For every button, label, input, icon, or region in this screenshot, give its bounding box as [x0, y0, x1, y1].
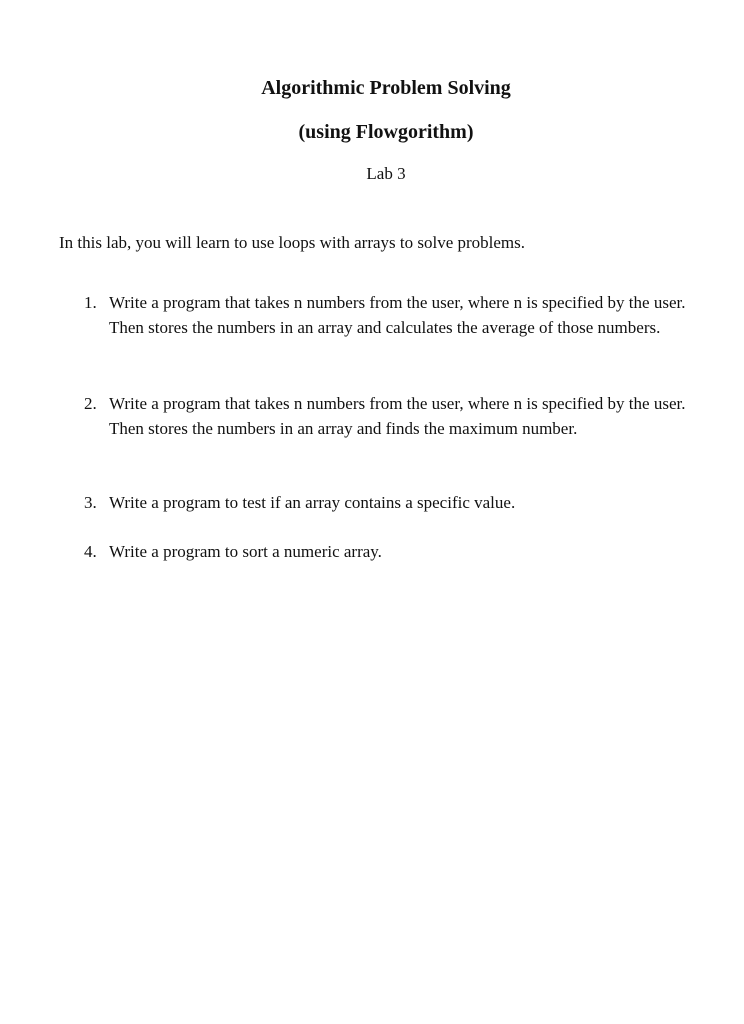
- task-number: 2.: [84, 394, 97, 413]
- task-item-3: [84, 490, 714, 515]
- task-text: Write a program to sort a numeric array.: [109, 542, 382, 561]
- intro-paragraph: In this lab, you will learn to use loops with arrays to solve problems.: [59, 233, 526, 252]
- task-text: Write a program that takes n numbers from the user, where n is specified by the user. Then stores the numbers in an array and calculates the average of those numbers.: [109, 293, 686, 337]
- task-text: Write a program that takes n numbers from the user, where n is specified by the user. Then stores the numbers in an array and finds the maximum number.: [109, 394, 686, 438]
- task-text: Write a program to test if an array contains a specific value.: [109, 493, 516, 512]
- task-item-2: [84, 391, 714, 441]
- task-number: 1.: [84, 293, 97, 312]
- task-item-1: [84, 290, 714, 340]
- lab-label: Lab 3: [366, 164, 406, 183]
- page-subtitle: (using Flowgorithm): [298, 121, 474, 143]
- task-number: 4.: [84, 542, 97, 561]
- page-title: Algorithmic Problem Solving: [261, 77, 511, 99]
- task-number: 3.: [84, 493, 97, 512]
- task-item-4: [84, 539, 714, 564]
